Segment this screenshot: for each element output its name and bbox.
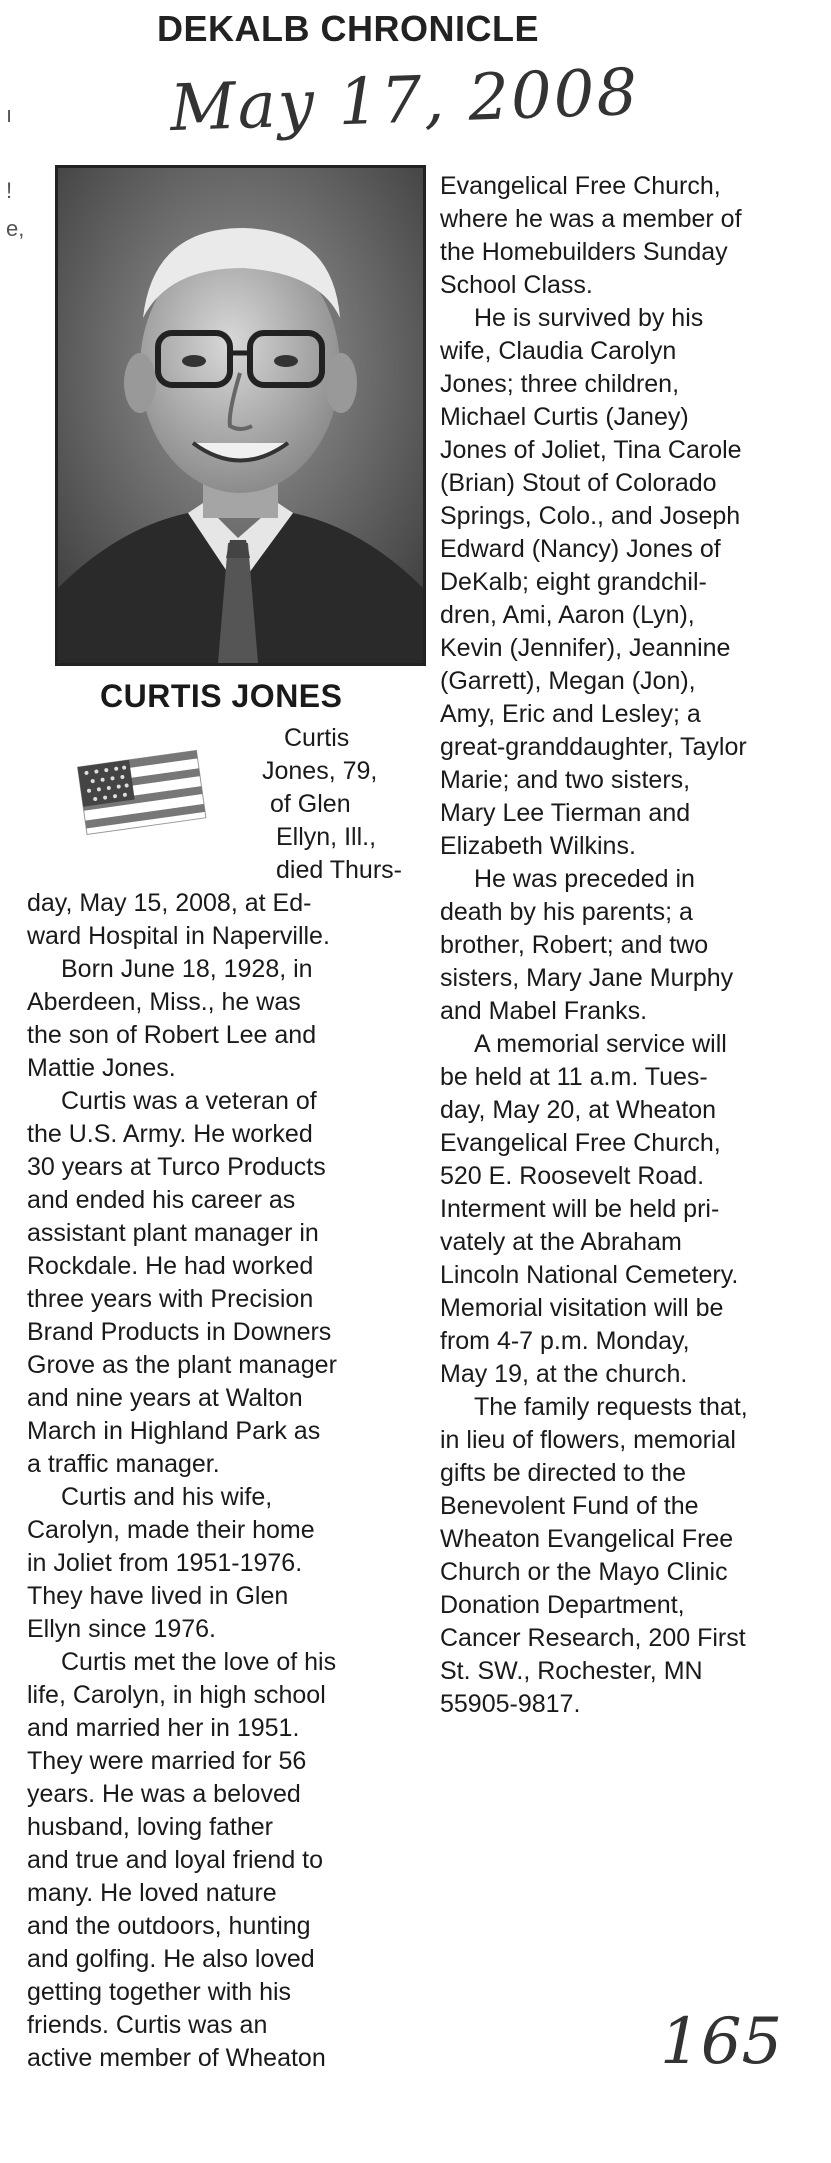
text-line: Springs, Colo., and Joseph (440, 502, 741, 530)
masthead: DEKALB CHRONICLE (157, 8, 539, 49)
text-line: be held at 11 a.m. Tues- (440, 1063, 708, 1091)
text-line: three years with Precision (27, 1285, 314, 1313)
text-line: Jones, 79, (262, 757, 378, 785)
text-line: Evangelical Free Church, (440, 1129, 721, 1157)
text-line: May 19, at the church. (440, 1360, 688, 1388)
text-line: sisters, Mary Jane Murphy (440, 964, 734, 992)
text-line: Donation Department, (440, 1591, 685, 1619)
text-line: ward Hospital in Naperville. (27, 922, 330, 950)
text-line: years. He was a beloved (27, 1780, 301, 1808)
text-line: day, May 20, at Wheaton (440, 1096, 717, 1124)
text-line: many. He loved nature (27, 1879, 277, 1907)
text-line: Jones; three children, (440, 370, 680, 398)
text-line: Brand Products in Downers (27, 1318, 332, 1346)
text-line: Elizabeth Wilkins. (440, 832, 636, 860)
text-line: Aberdeen, Miss., he was (27, 988, 301, 1016)
margin-mark-text: e, (6, 216, 25, 241)
text-line: day, May 15, 2008, at Ed- (27, 889, 312, 917)
text-line: DeKalb; eight grandchil- (440, 568, 707, 596)
text-line: (Garrett), Megan (Jon), (440, 667, 696, 695)
text-line: friends. Curtis was an (27, 2011, 268, 2039)
right-column (440, 170, 748, 1721)
text-line: gifts be directed to the (440, 1459, 686, 1487)
text-line: and Mabel Franks. (440, 997, 648, 1025)
text-line: Interment will be held pri- (440, 1195, 720, 1223)
text-line: They have lived in Glen (27, 1582, 289, 1610)
portrait-photo (55, 165, 426, 666)
text-line: assistant plant manager in (27, 1219, 319, 1247)
text-line: 30 years at Turco Products (27, 1153, 326, 1181)
text-line: March in Highland Park as (27, 1417, 321, 1445)
text-line: brother, Robert; and two (440, 931, 709, 959)
text-line: Rockdale. He had worked (27, 1252, 314, 1280)
text-line: from 4-7 p.m. Monday, (440, 1327, 690, 1355)
text-line: and the outdoors, hunting (27, 1912, 311, 1940)
text-line: husband, loving father (27, 1813, 274, 1841)
text-line: and golfing. He also loved (27, 1945, 315, 1973)
text-line: Kevin (Jennifer), Jeannine (440, 634, 731, 662)
text-line: Ellyn since 1976. (27, 1615, 217, 1643)
text-line: Benevolent Fund of the (440, 1492, 699, 1520)
left-column (27, 887, 337, 2075)
text-line: Cancer Research, 200 First (440, 1624, 746, 1652)
text-line: in lieu of flowers, memorial (440, 1426, 736, 1454)
text-line: Curtis was a veteran of (61, 1087, 317, 1115)
text-line: death by his parents; a (440, 898, 693, 926)
text-line: and ended his career as (27, 1186, 296, 1214)
text-line: and married her in 1951. (27, 1714, 300, 1742)
text-line: and nine years at Walton (27, 1384, 303, 1412)
text-line: They were married for 56 (27, 1747, 307, 1775)
text-line: Curtis (284, 724, 350, 752)
text-line: (Brian) Stout of Colorado (440, 469, 717, 497)
text-line: Lincoln National Cemetery. (440, 1261, 739, 1289)
text-line: Church or the Mayo Clinic (440, 1558, 728, 1586)
text-line: and true and loyal friend to (27, 1846, 324, 1874)
text-line: St. SW., Rochester, MN (440, 1657, 703, 1685)
text-line: Mattie Jones. (27, 1054, 176, 1082)
text-line: Evangelical Free Church, (440, 172, 721, 200)
margin-tick: ! (6, 178, 13, 203)
left-column-wrap (262, 722, 402, 887)
text-line: Jones of Joliet, Tina Carole (440, 436, 742, 464)
text-line: great-granddaughter, Taylor (440, 733, 747, 761)
text-line: Edward (Nancy) Jones of (440, 535, 721, 563)
text-line: wife, Claudia Carolyn (440, 337, 677, 365)
text-line: Ellyn, Ill., (276, 823, 377, 851)
text-line: He is survived by his (474, 304, 704, 332)
text-line: Born June 18, 1928, in (61, 955, 313, 983)
portrait-image (58, 168, 423, 663)
text-line: A memorial service will (474, 1030, 727, 1058)
text-line: active member of Wheaton (27, 2044, 326, 2072)
text-line: getting together with his (27, 1978, 292, 2006)
margin-tick: ı (6, 102, 13, 127)
text-line: 520 E. Roosevelt Road. (440, 1162, 705, 1190)
text-line: vately at the Abraham (440, 1228, 682, 1256)
text-line: Carolyn, made their home (27, 1516, 315, 1544)
text-line: the son of Robert Lee and (27, 1021, 317, 1049)
text-line: dren, Ami, Aaron (Lyn), (440, 601, 695, 629)
text-line: Memorial visitation will be (440, 1294, 724, 1322)
margin-tick (6, 134, 24, 172)
text-line: the Homebuilders Sunday (440, 238, 728, 266)
text-line: life, Carolyn, in high school (27, 1681, 326, 1709)
text-line: Marie; and two sisters, (440, 766, 691, 794)
text-line: School Class. (440, 271, 593, 299)
text-line: Mary Lee Tierman and (440, 799, 691, 827)
text-line: of Glen (270, 790, 351, 818)
page-number: 165 (660, 2005, 783, 2079)
text-line: where he was a member of (440, 205, 742, 233)
text-line: The family requests that, (474, 1393, 748, 1421)
flag-icon (70, 748, 220, 840)
text-line: Wheaton Evangelical Free (440, 1525, 734, 1553)
text-line: in Joliet from 1951-1976. (27, 1549, 303, 1577)
obituary-headline: CURTIS JONES (100, 678, 343, 714)
text-line: the U.S. Army. He worked (27, 1120, 313, 1148)
text-line: Michael Curtis (Janey) (440, 403, 689, 431)
text-line: a traffic manager. (27, 1450, 220, 1478)
text-line: died Thurs- (276, 856, 402, 884)
text-line: Amy, Eric and Lesley; a (440, 700, 701, 728)
text-line: 55905-9817. (440, 1690, 581, 1718)
text-line: Grove as the plant manager (27, 1351, 337, 1379)
flag-emblem (70, 748, 220, 840)
text-line: He was preceded in (474, 865, 695, 893)
handwritten-date: May 17, 2008 (168, 55, 641, 147)
text-line: Curtis met the love of his (61, 1648, 337, 1676)
margin-marks (6, 96, 24, 248)
text-line: Curtis and his wife, (61, 1483, 273, 1511)
